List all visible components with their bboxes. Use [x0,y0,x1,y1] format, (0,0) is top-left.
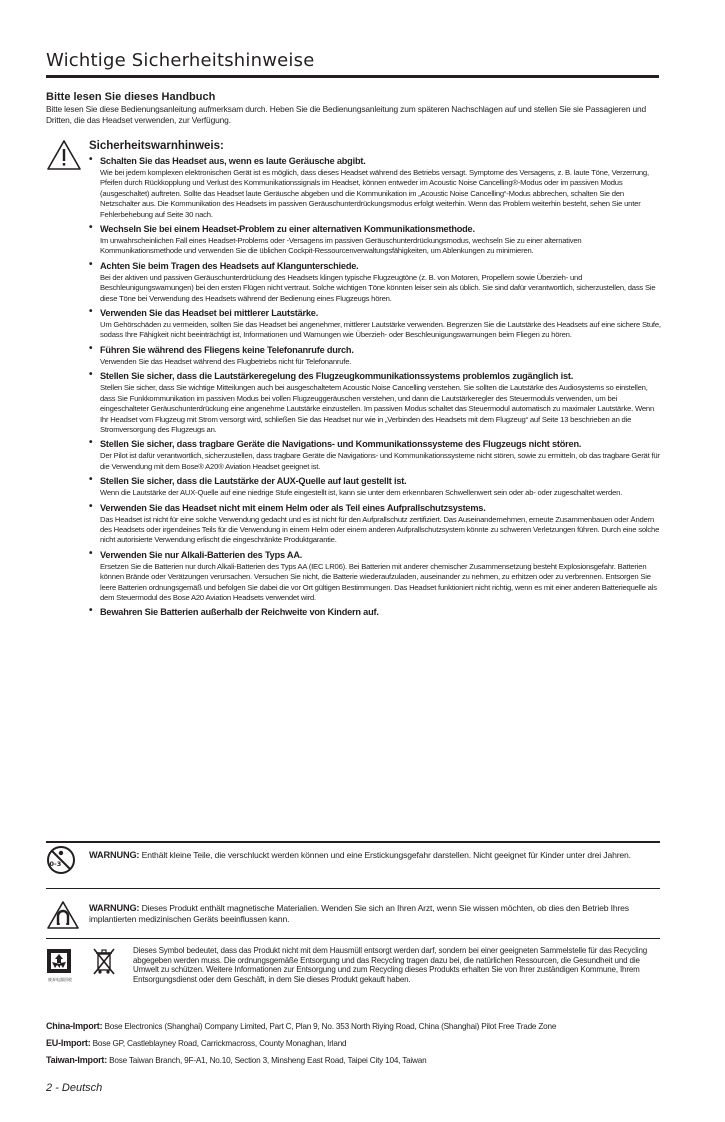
list-item [90,438,662,472]
item-heading: • Achten Sie beim Tragen des Headsets auf Klangunterschiede. [100,260,359,271]
item-text: Im unwahrscheinlichen Fall eines Headset-Problems oder -Versagens im passiven Geräuschunterdrückungsmodus, wechseln Sie zu einer alternativen Kommunikationsmethode und verwenden Sie die üblichen Cockpit-Ressourcenverwaltungsfähigkeiten, um Ablenkungen zu minimieren. [100,236,582,256]
safety-warning-title: Sicherheitswarnhinweis: [89,140,224,152]
list-item [90,502,662,546]
import-taiwan [46,1055,666,1066]
no-small-children-icon [46,845,76,875]
item-heading: • Verwenden Sie das Headset nicht mit einem Helm oder als Teil eines Aufprallschutzsystems. [100,502,486,513]
import-label: Taiwan-Import: [46,1055,108,1065]
page-footer: 2 - Deutsch [46,1082,103,1094]
age-label: 0-3 [49,860,62,868]
divider [46,841,660,843]
item-heading: • Schalten Sie das Headset aus, wenn es laute Geräusche abgibt. [100,156,366,166]
small-parts-warning [89,850,664,861]
warning-label: WARNUNG: [89,903,140,913]
item-heading: • Führen Sie während des Fliegens keine Telefonanrufe durch. [100,344,354,355]
crossed-out-bin-icon [92,946,116,976]
list-item [90,260,662,304]
import-text: Bose GP, Castleblayney Road, Carrickmacross, County Monaghan, Irland [92,1039,347,1048]
divider [46,888,660,889]
title-rule [46,75,659,78]
list-item [90,223,662,257]
list-item [90,307,662,341]
import-label: EU-Import: [46,1038,91,1048]
item-text: Wie bei jedem komplexen elektronischen Gerät ist es möglich, dass dieses Headset während des Betriebs versagt. Symptome des Versagens, z. B. laute Töne, Verzerrung, Pfeifen durch Rückkopplung und Verlust des Kommunikationssignals im Headset, können entweder im Acoustic Noise Cancelling®-Modus oder im passiven Modus (ausgeschaltet) auftreten. Sollte das Headset laute Geräusche abgeben und die Kommunikation im „Acoustic Noise Cancelling“-Modus abbrechen, schalten Sie den Netzschalter aus. Die Kommunikation des Headsets im passiven Geräuschunterdrückungsmodus erfolgt weiterhin. Wenn das Problem weiterhin besteht, sehen Sie unter Fehlerbehebung auf Seite 30 nach. [100,168,649,219]
magnetic-warning-icon [46,900,80,930]
list-item [90,344,662,367]
recycle-caption: 废弃电器回收 [48,977,72,982]
import-label: China-Import: [46,1021,103,1031]
import-eu [46,1038,666,1049]
item-heading: • Bewahren Sie Batterien außerhalb der Reichweite von Kindern auf. [100,607,379,618]
china-recycling-icon [46,948,72,974]
item-heading: • Verwenden Sie nur Alkali-Batterien des Typs AA. [100,549,303,560]
item-text: Das Headset ist nicht für eine solche Verwendung gedacht und es ist nicht für den Aufprallschutz zertifiziert. Das Auseinandernehmen, erneute Zusammenbauen oder Ändern des Headsets oder irgendeines Teils für die Verwendung in einem Helm oder einem anderen Aufprallschutzsystem könnte zu schweren Verletzungen führen. Durch eine solche nicht autorisierte Verwendung erlischt die eingeschränkte Produktgarantie. [100,514,660,545]
warning-triangle-icon [46,139,82,171]
list-item [90,606,662,618]
safety-warning-list [90,155,662,621]
import-text: Bose Electronics (Shanghai) Company Limited, Part C, Plan 9, No. 353 North Riying Road, China (Shanghai) Pilot Free Trade Zone [104,1022,557,1031]
list-item [90,475,662,498]
list-item [90,549,662,604]
item-text: Der Pilot ist dafür verantwortlich, sicherzustellen, dass tragbare Geräte die Navigations- und Kommunikationssysteme nicht stören, sowie zu ermitteln, ob das tragbare Gerät für die Verwendung mit dem Bose® A20® Aviation Headset geeignet ist. [100,451,660,471]
import-text: Bose Taiwan Branch, 9F-A1, No.10, Section 3, Minsheng East Road, Taipei City 104, Taiwan [109,1056,427,1065]
item-text: Stellen Sie sicher, dass Sie wichtige Mitteilungen auch bei ausgeschaltetem Acoustic Noise Cancelling verstehen. Sie sollten die Lautstärke des Audiosystems so einstellen, dass Sie Funkkommunikation im passiven Modus bei vollen Flugzeuggeräuschen verstehen, und dann die Lautstärkeregler des Steuermoduls verwenden, um bei eingeschalteter Geräuschunterdrückung eine angenehme Lautstärke einzustellen. Im passiven Modus schaltet das Steuermodul automatisch zu maximaler Lautstärke. Wenn Ihr Headset vom Flugzeug mit Strom versorgt wird, schließen Sie das Headset nur wie in „Verbinden des Headsets mit dem Flugzeug“ auf Seite 13 beschrieben an die Stromversorgung des Flugzeugs an. [100,383,654,434]
item-text: Bei der aktiven und passiven Geräuschunterdrückung des Headsets klingen typische Flugzeugtöne (z. B. von Motoren, Propellern sowie Überzieh- und Beschleunigungswarnungen) bei den ersten Flügen nicht vertraut. Solche wichtigen Töne könnten leiser sein als üblich. Sie sind dafür verantwortlich, sicherzustellen, dass Sie diese Töne bei Verwendung des Headsets während der Bedienung eines Flugzeugs hören. [100,272,656,303]
magnetic-warning [89,903,664,925]
disposal-text: Dieses Symbol bedeutet, dass das Produkt nicht mit dem Hausmüll entsorgt werden darf, sondern bei einer geeigneten Sammelstelle für das Recycling abgegeben werden muss. Die ordnungsgemäße Entsorgung und das Recycling tragen dazu bei, die natürlichen Ressourcen, die Gesundheit und die Umwelt zu schützen. Weitere Informationen zur Entsorgung und zum Recycling dieses Produkts erhalten Sie von Ihrer zuständigen Kommune, Ihrem Entsorgungsdienst oder dem Geschäft, in dem Sie dieses Produkt gekauft haben. [133,946,648,984]
item-text: Um Gehörschäden zu vermeiden, sollten Sie das Headset bei angenehmer, mittlerer Lautstärke verwenden. Begrenzen Sie die Lautstärke des Headsets auf eine sichere Stufe, sodass Ihre Fähigkeit nicht beeinträchtigt ist, Informationen und Warnungen wie Überzieh- oder Beschleunigungswarnungen beim Fliegen zu hören. [100,320,661,340]
item-heading: • Verwenden Sie das Headset bei mittlerer Lautstärke. [100,308,319,319]
item-text: Verwenden Sie das Headset während des Flugbetriebs nicht für Telefonanrufe. [100,356,352,366]
item-text: Wenn die Lautstärke der AUX-Quelle auf eine niedrige Stufe eingestellt ist, kann sie unter dem erkennbaren Schwellenwert sein oder ab- oder zugeschaltet werden. [100,488,623,498]
item-heading: • Stellen Sie sicher, dass die Lautstärke der AUX-Quelle auf laut gestellt ist. [100,476,407,487]
item-text: Ersetzen Sie die Batterien nur durch Alkali-Batterien des Typs AA (IEC LR06). Bei Batterien mit anderer chemischer Zusammensetzung besteht Explosionsgefahr. Batterien können Brände oder Verätzungen verursachen. Versuchen Sie nicht, die Batterie wiederaufzuladen, auseinander zu nehmen, zu erhitzen oder zu verbrennen. Entsorgen Sie leere Batterien ordnungsgemäß und befolgen Sie dabei die vor Ort gültigen Bestimmungen. Das Headset funktioniert nicht richtig, wenn es mit einer anderen Batteriequelle als dem Steuermodul des Bose A20 Aviation Headsets verwendet wird. [100,561,657,602]
import-china [46,1021,666,1032]
item-heading: • Stellen Sie sicher, dass tragbare Geräte die Navigations- und Kommunikationssysteme des Flugzeugs nicht stören. [100,439,582,450]
divider [46,938,660,939]
warning-text: Enthält kleine Teile, die verschluckt werden können und eine Erstickungsgefahr darstellen. Nicht geeignet für Kinder unter drei Jahren. [141,850,631,860]
intro-heading: Bitte lesen Sie dieses Handbuch [46,91,216,103]
item-heading: • Stellen Sie sicher, dass die Lautstärkeregelung des Flugzeugkommunikationssystems problemlos zugänglich ist. [100,371,574,382]
warning-text: Dieses Produkt enthält magnetische Materialien. Wenden Sie sich an Ihren Arzt, wenn Sie wissen möchten, ob dies den Betrieb Ihres implantierten medizinischen Geräts beeinflussen kann. [89,903,629,924]
warning-label: WARNUNG: [89,850,140,860]
item-heading: • Wechseln Sie bei einem Headset-Problem zu einer alternativen Kommunikationsmethode. [100,224,475,235]
intro-text: Bitte lesen Sie diese Bedienungsanleitung aufmerksam durch. Heben Sie die Bedienungsanleitung zum späteren Nachschlagen auf und stellen Sie sie Passagieren und Dritten, die das Headset verwenden, zur Verfügung. [46,104,647,125]
intro-section [46,91,660,126]
list-item [90,370,662,435]
page-title: Wichtige Sicherheitshinweise [46,50,315,71]
list-item [90,155,662,220]
